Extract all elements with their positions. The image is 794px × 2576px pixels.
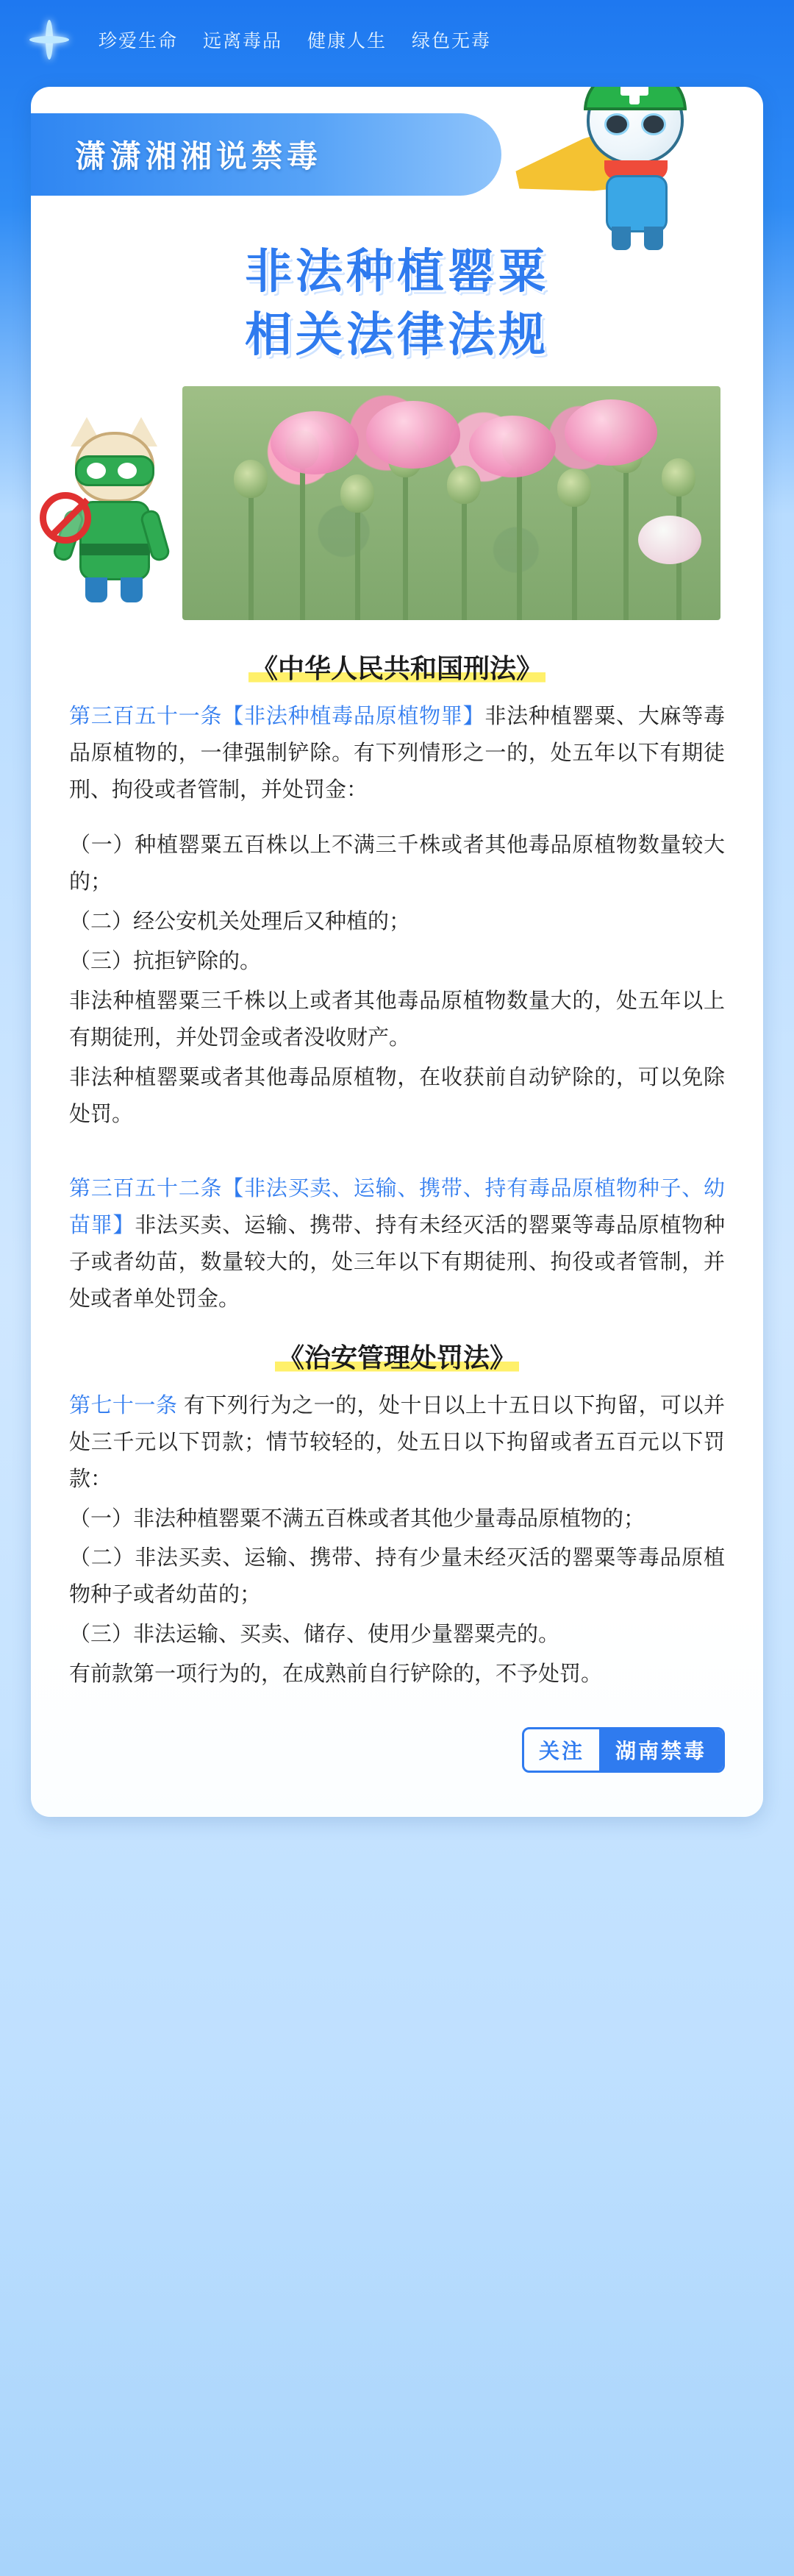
law-body-public-security bbox=[31, 1388, 763, 1693]
paragraph-71-item-3: （三）非法运输、买卖、储存、使用少量罂粟壳的。 bbox=[69, 1623, 560, 1647]
paragraph-351-extra-1: 非法种植罂粟三千株以上或者其他毒品原植物数量大的，处五年以上有期徒刑，并处罚金或者没收财产。 bbox=[69, 989, 725, 1050]
clause-text-351: 非法种植罂粟、大麻等毒品原植物的，一律强制铲除。有下列情形之一的，处五年以下有期徒刑、拘役或者管制，并处罚金： bbox=[69, 704, 725, 802]
footer-area bbox=[69, 1727, 725, 1773]
article-card bbox=[31, 87, 763, 1817]
poppy-field-photo bbox=[182, 386, 720, 620]
clause-lead-352: 第三百五十二条【非法买卖、运输、携带、持有毒品原植物种子、幼苗罪】 bbox=[69, 1177, 725, 1238]
account-name[interactable]: 湖南禁毒 bbox=[599, 1729, 723, 1771]
slogan-4: 绿色无毒 bbox=[412, 31, 492, 51]
paragraph-71-item-1: （一）非法种植罂粟不满五百株或者其他少量毒品原植物的； bbox=[69, 1506, 645, 1531]
law-heading-criminal-law: 《中华人民共和国刑法》 bbox=[31, 648, 763, 686]
paragraph-351-item-3: （三）抗拒铲除的。 bbox=[69, 950, 262, 974]
banner-title: 潇潇湘湘说禁毒 bbox=[75, 139, 323, 174]
slogan-2: 远离毒品 bbox=[203, 31, 283, 51]
title-line-1: 非法种植罂粟 bbox=[245, 245, 549, 298]
banner bbox=[31, 113, 501, 196]
banner-area bbox=[31, 87, 763, 227]
top-slogan-bar bbox=[0, 0, 794, 79]
mascot-megaphone-icon bbox=[541, 87, 732, 252]
paragraph-71-extra: 有前款第一项行为的，在成熟前自行铲除的，不予处罚。 bbox=[69, 1662, 603, 1687]
clause-lead-71: 第七十一条 bbox=[69, 1393, 178, 1417]
title-line-2: 相关法律法规 bbox=[245, 308, 549, 362]
mascot-cat-icon bbox=[53, 421, 185, 605]
follow-button[interactable] bbox=[522, 1727, 725, 1773]
slogan-1: 珍爱生命 bbox=[99, 31, 179, 51]
paragraph-71-item-2: （二）非法买卖、运输、携带、持有少量未经灭活的罂粟等毒品原植物种子或者幼苗的； bbox=[69, 1546, 725, 1607]
slogan-3: 健康人生 bbox=[307, 31, 387, 51]
follow-label[interactable]: 关注 bbox=[538, 1739, 584, 1762]
law-body-criminal bbox=[31, 699, 763, 1318]
paragraph-351-item-1: （一）种植罂粟五百株以上不满三千株或者其他毒品原植物数量较大的； bbox=[69, 833, 725, 894]
clause-text-352: 非法买卖、运输、携带、持有未经灭活的罂粟等毒品原植物种子或者幼苗，数量较大的，处三年以下有期徒刑、拘役或者管制，并处或者单处罚金。 bbox=[69, 1214, 725, 1312]
sparkle-icon bbox=[29, 20, 69, 60]
paragraph-352 bbox=[69, 1171, 725, 1318]
paragraph-71 bbox=[69, 1388, 725, 1498]
prohibition-icon bbox=[40, 492, 91, 544]
illustration-row bbox=[31, 386, 763, 629]
paragraph-351-extra-2: 非法种植罂粟或者其他毒品原植物，在收获前自动铲除的，可以免除处罚。 bbox=[69, 1065, 725, 1126]
paragraph-351-item-2: （二）经公安机关处理后又种植的； bbox=[69, 910, 411, 934]
paragraph-351 bbox=[69, 699, 725, 809]
clause-text-71: 有下列行为之一的，处十日以上十五日以下拘留，可以并处三千元以下罚款；情节较轻的，处五日以下拘留或者五百元以下罚款： bbox=[69, 1393, 725, 1491]
clause-lead-351: 第三百五十一条【非法种植毒品原植物罪】 bbox=[69, 704, 485, 728]
law-heading-public-security: 《治安管理处罚法》 bbox=[31, 1337, 763, 1375]
